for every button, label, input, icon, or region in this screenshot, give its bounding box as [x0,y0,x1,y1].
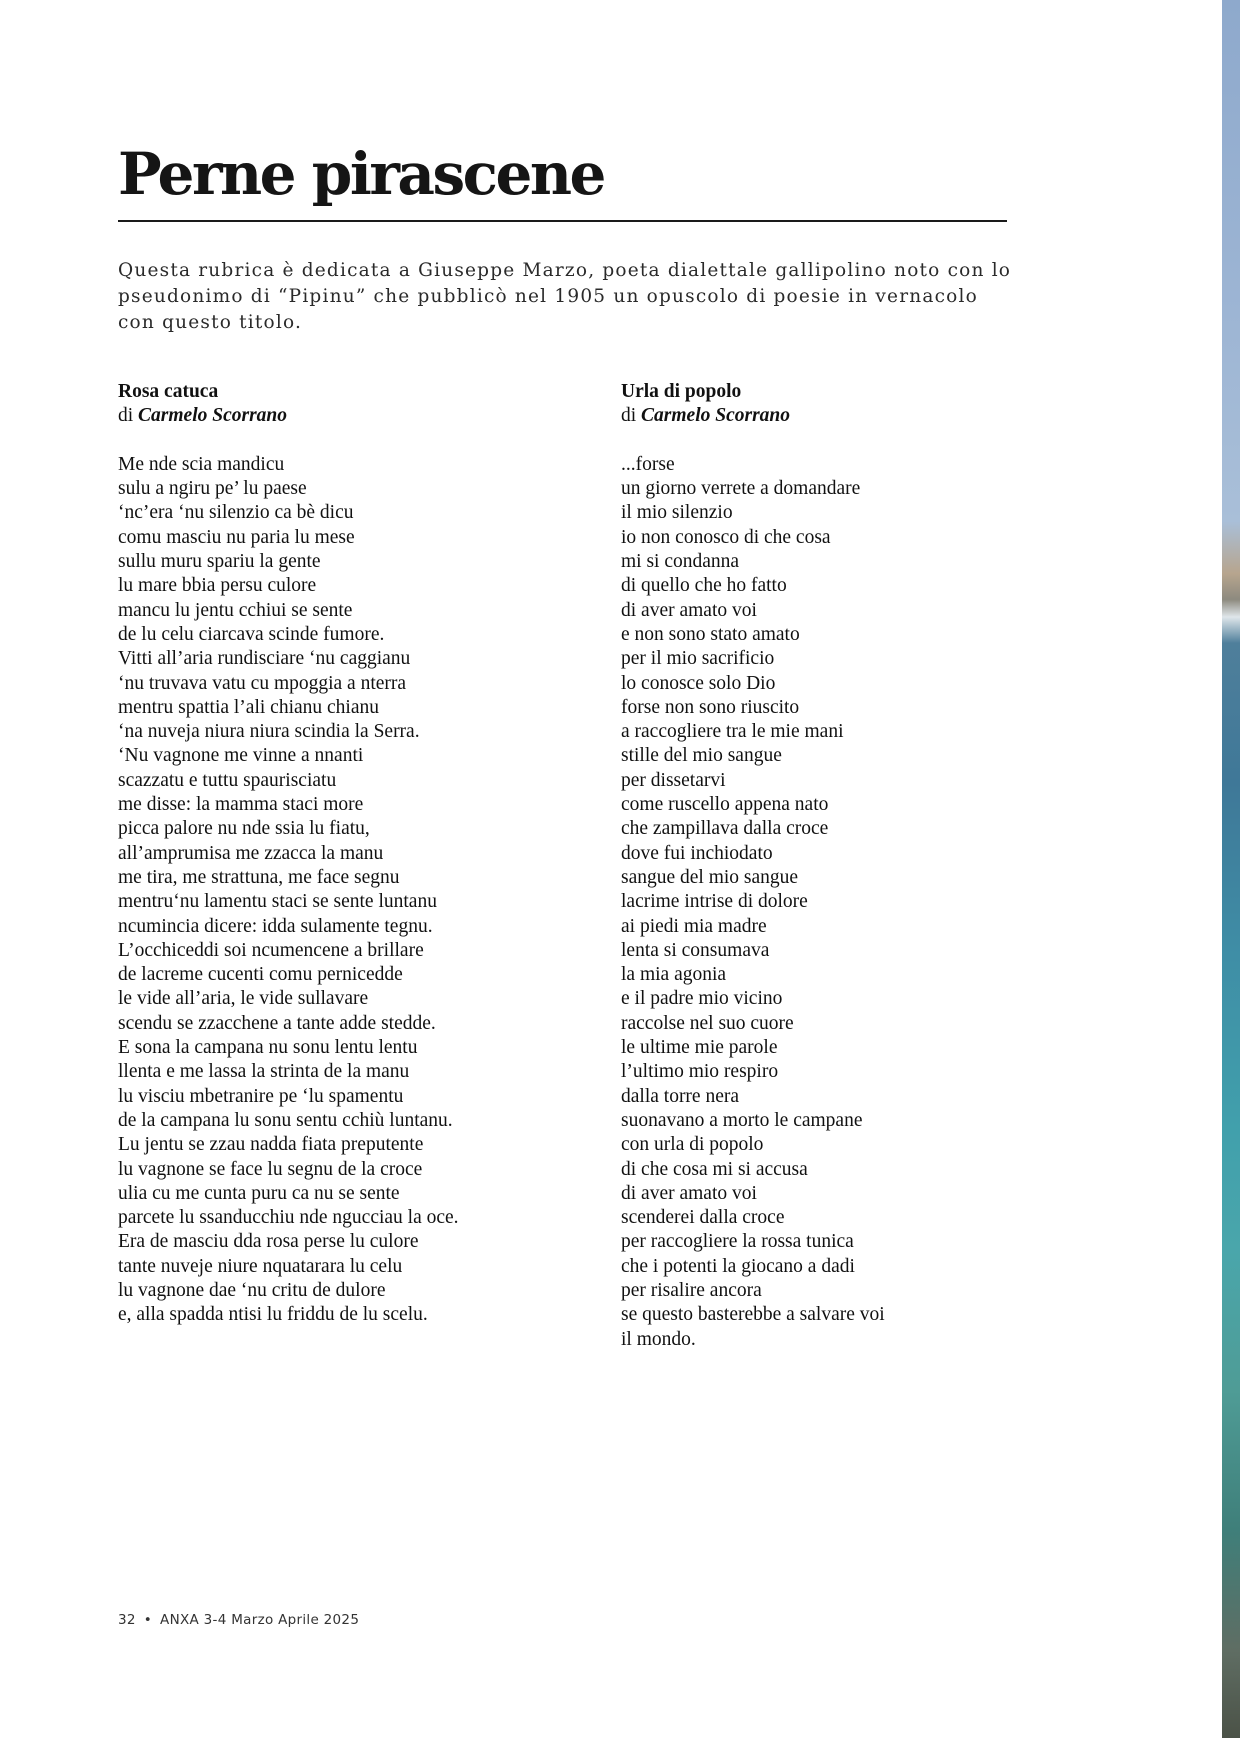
poem-line: Vitti all’aria rundisciare ‘nu caggianu [118,648,411,670]
page-title: Perne pirascene [118,140,604,208]
poem-line: all’amprumisa me zzacca la manu [118,842,384,864]
poem-line: ncumincia dicere: idda sulamente tegnu. [118,915,433,937]
poem-line: il mio silenzio [621,502,733,524]
poem-line: sangue del mio sangue [621,866,799,888]
page-number: 32 [118,1612,136,1628]
poem-line: l’ultimo mio respiro [621,1061,779,1083]
poem-line: di aver amato voi [621,599,757,621]
poem-line: un giorno verrete a domandare [621,478,861,500]
poem-line: di che cosa mi si accusa [621,1158,808,1180]
poem-line: le ultime mie parole [621,1037,778,1059]
poem-line: suonavano a morto le campane [621,1109,863,1131]
poem-urla-di-popolo [621,380,1101,1352]
poem-line: che zampillava dalla croce [621,818,829,840]
poem-line: picca palore nu nde ssia lu fiatu, [118,818,370,840]
page-footer [118,1612,359,1628]
poem-title: Rosa catuca [118,381,219,402]
poem-author: Carmelo Scorrano [641,405,791,427]
poem-line: lu mare bbia persu culore [118,575,317,597]
poem-line: lu vagnone dae ‘nu critu de dulore [118,1279,386,1301]
poem-line: E sona la campana nu sonu lentu lentu [118,1037,418,1059]
poem-line: parcete lu ssanducchiu nde ngucciau la oce. [118,1207,459,1229]
poem-line: mentru‘nu lamentu staci se sente luntanu [118,891,437,913]
poem-line: Me nde scia mandicu [118,453,285,475]
poem-line: ulia cu me cunta puru ca nu se sente [118,1182,400,1204]
poem-line: Lu jentu se zzau nadda fiata preputente [118,1134,424,1156]
poem-line: llenta e me lassa la strinta de la manu [118,1061,410,1083]
poem-line: ai piedi mia madre [621,915,767,937]
poem-line: ...forse [621,453,675,475]
poem-line: e, alla spadda ntisi lu friddu de lu scelu. [118,1304,428,1326]
poem-line: sullu muru spariu la gente [118,551,321,573]
poem-line: scazzatu e tuttu spaurisciatu [118,769,337,791]
publication-info: ANXA 3-4 Marzo Aprile 2025 [160,1612,360,1628]
poem-line: forse non sono riuscito [621,696,800,718]
poem-line: lacrime intrise di dolore [621,891,808,913]
poem-byline [621,404,1101,428]
poem-rosa-catuca [118,380,598,1328]
poem-title: Urla di popolo [621,381,742,402]
poem-line: me disse: la mamma staci more [118,794,364,816]
poem-line: la mia agonia [621,964,727,986]
poem-line: di aver amato voi [621,1182,757,1204]
poem-line: per raccogliere la rossa tunica [621,1231,854,1253]
poem-line: scendu se zzacchene a tante adde stedde. [118,1012,436,1034]
poem-line: me tira, me strattuna, me face segnu [118,866,400,888]
poem-line: ‘nc’era ‘nu silenzio ca bè dicu [118,502,354,524]
poem-lines [621,453,1101,1352]
poem-byline [118,404,598,428]
poem-line: ‘nu truvava vatu cu mpoggia a nterra [118,672,407,694]
poem-line: mancu lu jentu cchiui se sente [118,599,353,621]
poem-line: lu vagnone se face lu segnu de la croce [118,1158,423,1180]
poem-line: il mondo. [621,1328,696,1350]
poem-line: di quello che ho fatto [621,575,787,597]
poem-line: ‘Nu vagnone me vinne a nnanti [118,745,364,767]
poem-line: per risalire ancora [621,1279,762,1301]
poem-line: comu masciu nu paria lu mese [118,526,355,548]
poem-line: e il padre mio vicino [621,988,783,1010]
poem-line: lenta si consumava [621,939,770,961]
poem-line: raccolse nel suo cuore [621,1012,794,1034]
sea-photo-edge [1222,0,1240,1738]
poem-line: che i potenti la giocano a dadi [621,1255,855,1277]
byline-prefix: di [118,405,134,427]
poem-line: stille del mio sangue [621,745,782,767]
poem-line: a raccogliere tra le mie mani [621,721,844,743]
poem-line: dove fui inchiodato [621,842,773,864]
poem-line: de lacreme cucenti comu pernicedde [118,964,403,986]
title-divider [118,220,1007,222]
poem-line: con urla di popolo [621,1134,764,1156]
poem-line: sulu a ngiru pe’ lu paese [118,478,307,500]
poem-line: de lu celu ciarcava scinde fumore. [118,623,385,645]
footer-separator: • [143,1612,153,1628]
poem-line: come ruscello appena nato [621,794,829,816]
poem-line: per dissetarvi [621,769,726,791]
poem-line: per il mio sacrificio [621,648,775,670]
poem-line: se questo basterebbe a salvare voi [621,1304,885,1326]
poem-line: L’occhiceddi soi ncumencene a brillare [118,939,424,961]
poem-line: scenderei dalla croce [621,1207,785,1229]
poem-line: le vide all’aria, le vide sullavare [118,988,369,1010]
poem-line: de la campana lu sonu sentu cchiù luntanu. [118,1109,453,1131]
poem-line: dalla torre nera [621,1085,740,1107]
poem-line: Era de masciu dda rosa perse lu culore [118,1231,419,1253]
poem-line: lo conosce solo Dio [621,672,776,694]
poem-line: e non sono stato amato [621,623,800,645]
poem-line: tante nuveje niure nquatarara lu celu [118,1255,403,1277]
poem-author: Carmelo Scorrano [138,405,288,427]
poem-line: mi si condanna [621,551,740,573]
intro-paragraph: Questa rubrica è dedicata a Giuseppe Marzo, poeta dialettale gallipolino noto con lo pseudonimo di “Pipinu” che pubblicò nel 1905 un opuscolo di poesie in vernacolo con questo titolo. [118,260,1012,333]
poem-line: mentru spattia l’ali chianu chianu [118,696,379,718]
poem-line: ‘na nuveja niura niura scindia la Serra. [118,721,420,743]
poem-line: lu visciu mbetranire pe ‘lu spamentu [118,1085,404,1107]
byline-prefix: di [621,405,637,427]
poem-lines [118,453,598,1328]
poem-line: io non conosco di che cosa [621,526,831,548]
